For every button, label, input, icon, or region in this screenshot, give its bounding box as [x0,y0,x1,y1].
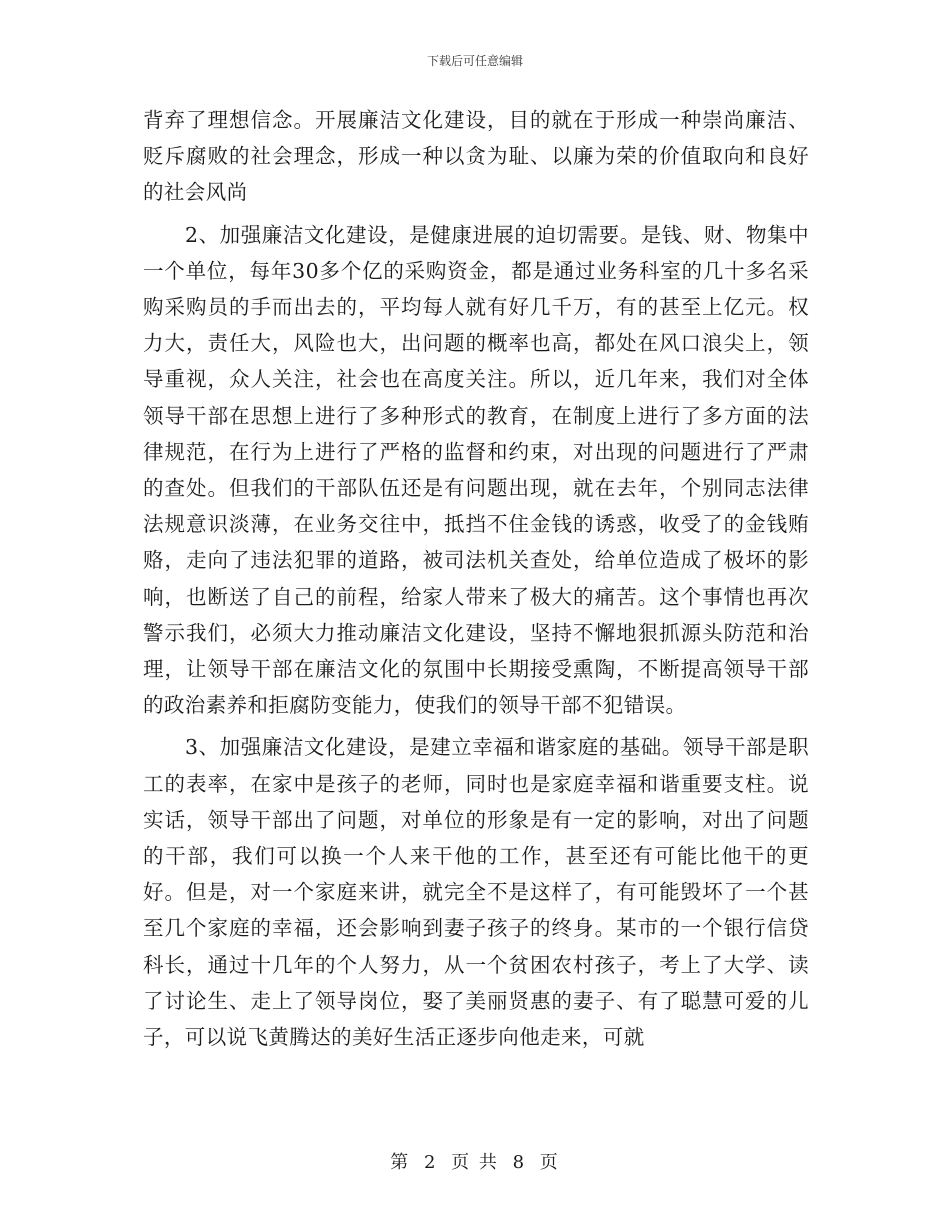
footer-prefix: 第 [390,1152,411,1173]
total-pages-number: 8 [512,1152,527,1173]
paragraph-1: 背弃了理想信念。开展廉洁文化建设，目的就在于形成一种崇尚廉洁、贬斥腐败的社会理念，形成一种以贪为耻、以廉为荣的价值取向和良好的社会风尚 [143,108,809,205]
current-page-number: 2 [423,1152,438,1173]
document-body [143,102,809,1061]
footer-suffix: 页 [539,1152,560,1173]
paragraph-2: 2、加强廉洁文化建设，是健康进展的迫切需要。是钱、财、物集中一个单位，每年30多个亿的采购资金，都是通过业务科室的几十多名采购采购员的手而出去的，平均每人就有好几千万，有的甚至上亿元。权力大，责任大，风险也大，出问题的概率也高，都处在风口浪尖上，领导重视，众人关注，社会也在高度关注。所以，近几年来，我们对全体领导干部在思想上进行了多种形式的教育，在制度上进行了多方面的法律规范，在行为上进行了严格的监督和约束，对出现的问题进行了严肃的查处。但我们的干部队伍还是有问题出现，就在去年，个别同志法律法规意识淡薄，在业务交往中，抵挡不住金钱的诱惑，收受了的金钱贿赂，走向了违法犯罪的道路，被司法机关查处，给单位造成了极坏的影响，也断送了自己的前程，给家人带来了极大的痛苦。这个事情也再次警示我们，必须大力推动廉洁文化建设，坚持不懈地狠抓源头防范和治理，让领导干部在廉洁文化的氛围中长期接受熏陶，不断提高领导干部的政治素养和拒腐防变能力，使我们的领导干部不犯错误。 [143,222,809,718]
paragraph-3: 3、加强廉洁文化建设，是建立幸福和谐家庭的基础。领导干部是职工的表率，在家中是孩子的老师，同时也是家庭幸福和谐重要支柱。说实话，领导干部出了问题，对单位的形象是有一定的影响，对出了问题的干部，我们可以换一个人来干他的工作，甚至还有可能比他干的更好。但是，对一个家庭来讲，就完全不是这样了，有可能毁坏了一个甚至几个家庭的幸福，还会影响到妻子孩子的终身。某市的一个银行信贷科长，通过十几年的个人努力，从一个贫困农村孩子，考上了大学、读了讨论生、走上了领导岗位，娶了美丽贤惠的妻子、有了聪慧可爱的儿子，可以说飞黄腾达的美好生活正逐步向他走来，可就 [143,735,809,1050]
footer-middle: 页 共 [451,1152,499,1173]
page-header: 下载后可任意编辑 [426,54,523,68]
page-footer [0,1148,950,1174]
